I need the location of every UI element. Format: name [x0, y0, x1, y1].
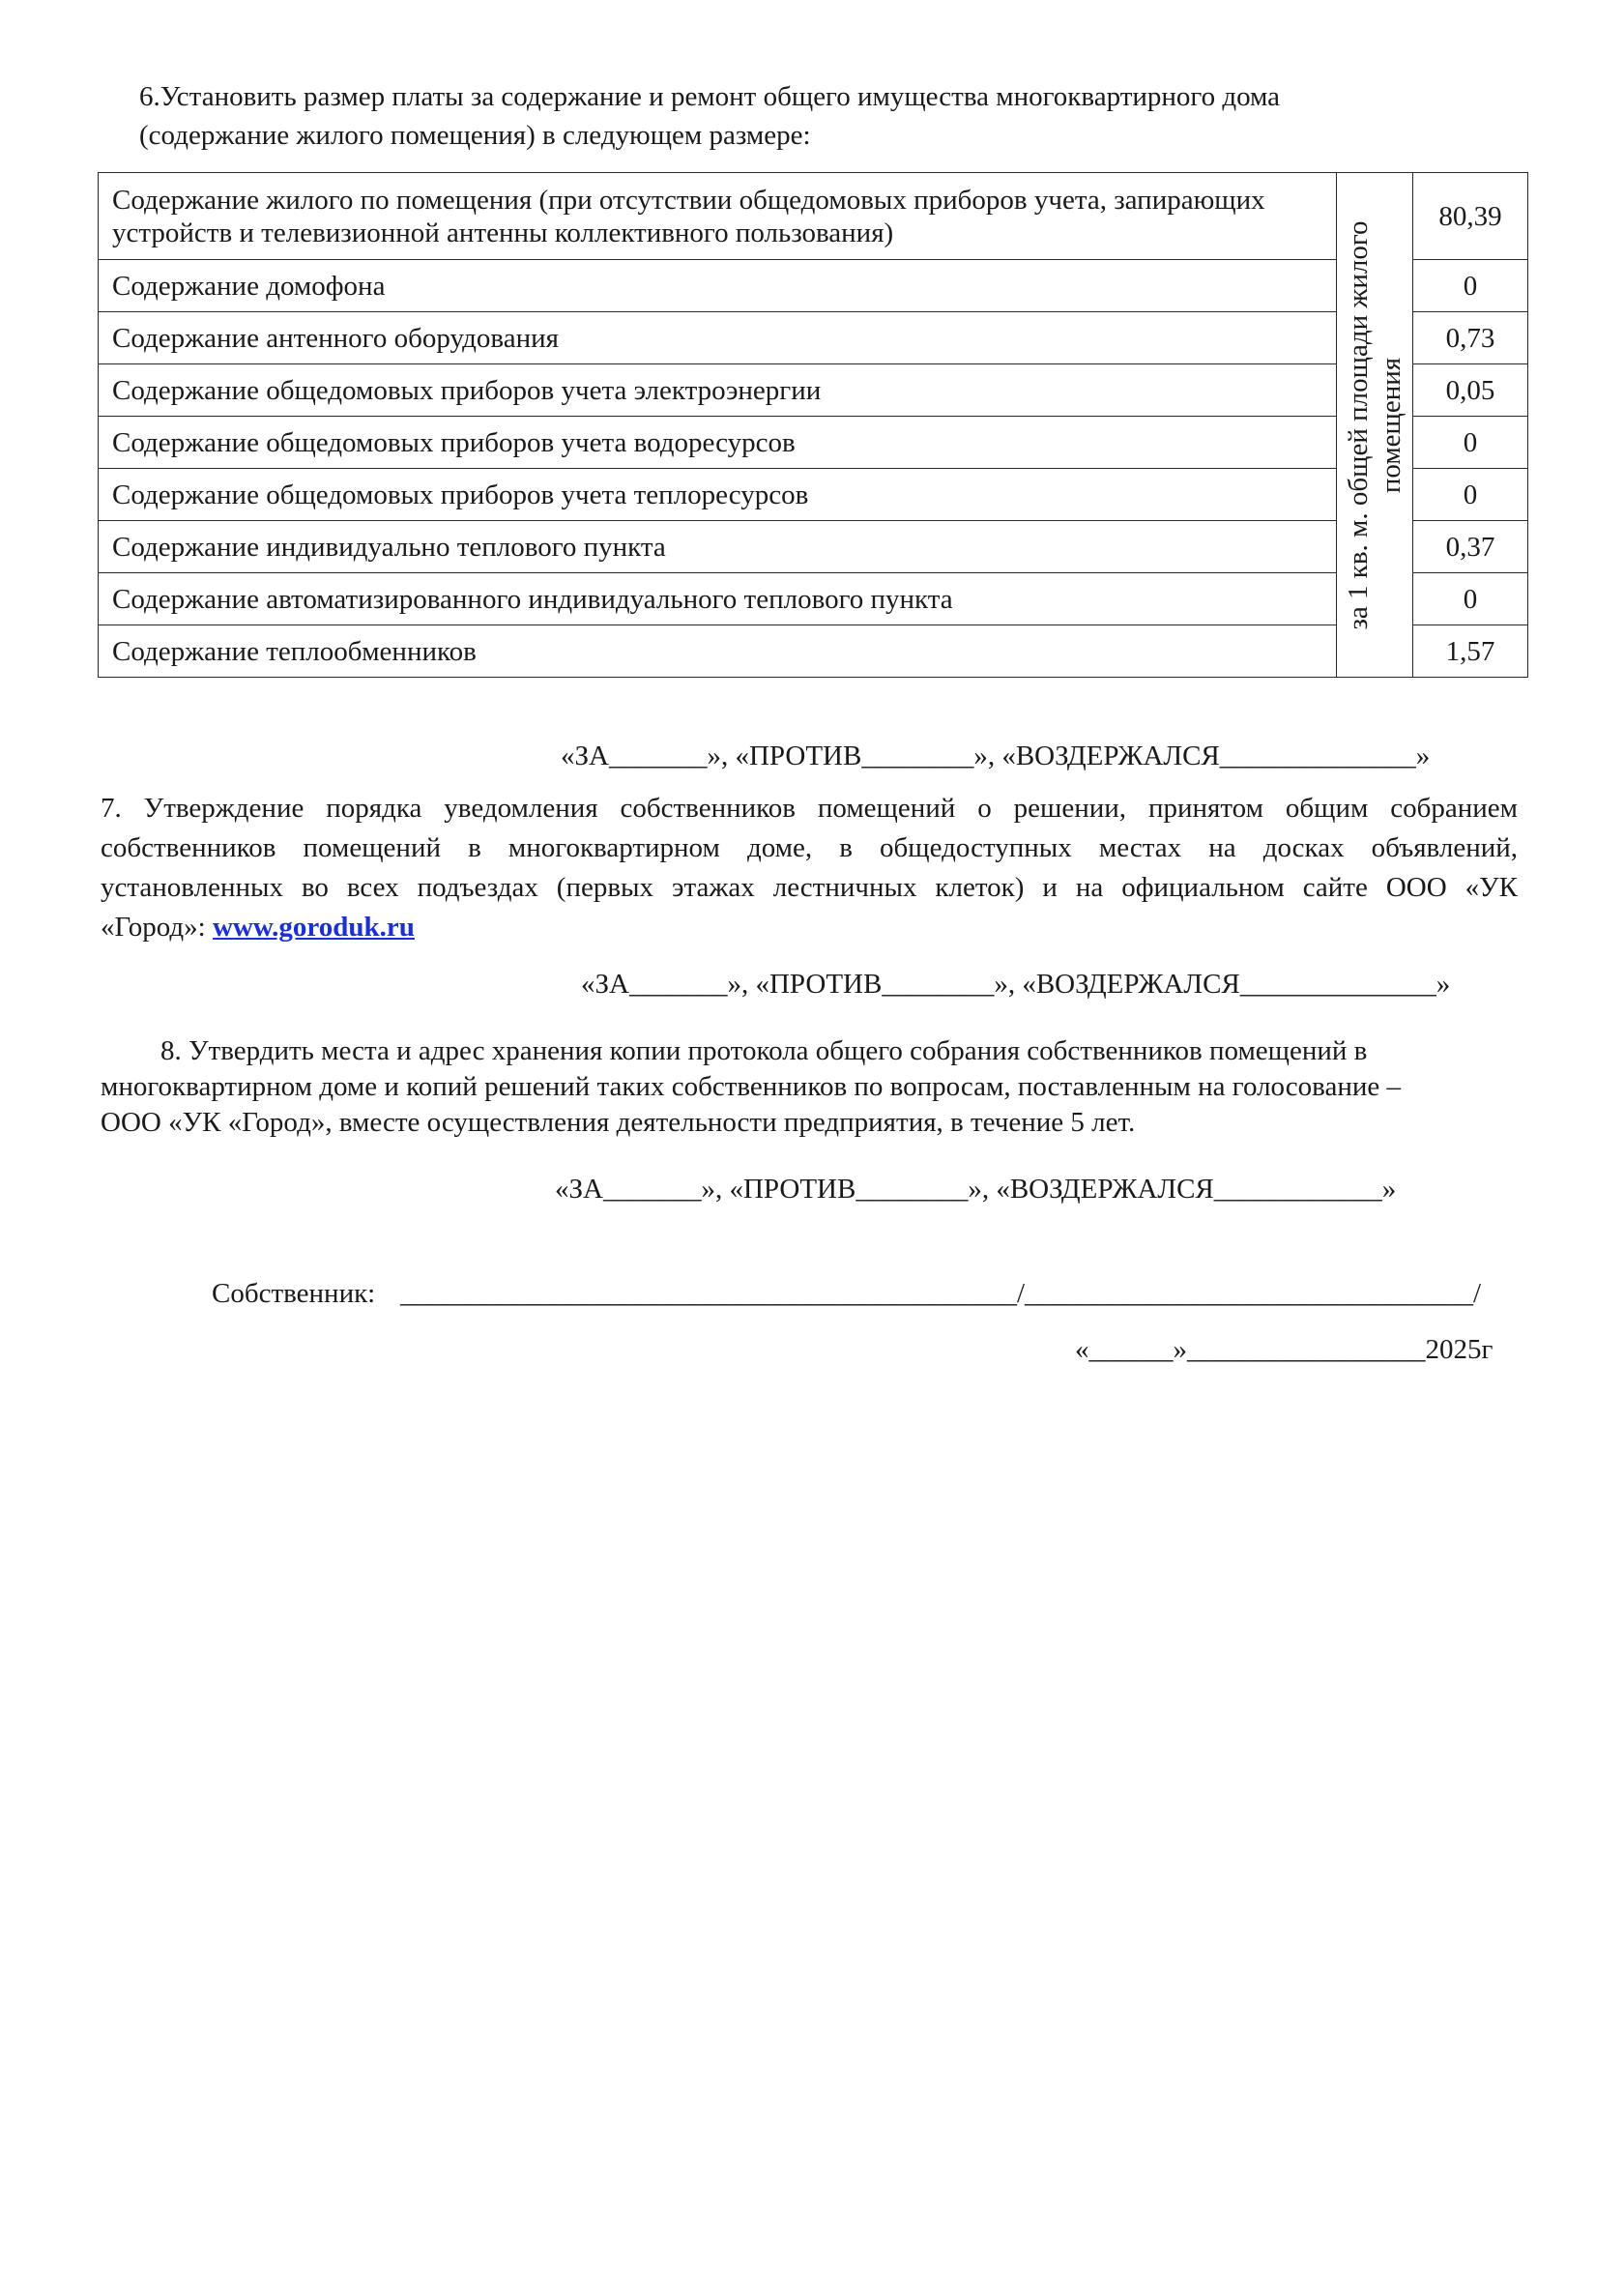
website-link[interactable]: www.goroduk.ru: [212, 912, 415, 943]
table-row: [99, 173, 1528, 260]
signature-line: ____________________________________________/________________________________/: [400, 1278, 1482, 1309]
fee-value-cell: 0,73: [1413, 312, 1528, 364]
fee-name-cell: Содержание автоматизированного индивидуального теплового пункта: [99, 573, 1337, 625]
unit-label: [1342, 220, 1407, 629]
fee-value-cell: 0: [1413, 417, 1528, 469]
section-7-line3: установленных во всех подъездах (первых этажах лестничных клеток) и на официальном сайте ООО «УК: [101, 872, 1518, 903]
fee-value-cell: 0: [1413, 260, 1528, 312]
table-row: [99, 312, 1528, 364]
table-row: [99, 260, 1528, 312]
section-8-line3: ООО «УК «Город», вместе осуществления деятельности предприятия, в течение 5 лет.: [101, 1107, 1136, 1138]
section-7-line1: 7. Утверждение порядка уведомления собственников помещений о решении, принятом общим собранием: [101, 793, 1518, 824]
table-row: [99, 469, 1528, 521]
fee-name-cell: Содержание домофона: [99, 260, 1337, 312]
signature-label: Собственник:: [212, 1278, 376, 1309]
table-row: [99, 521, 1528, 573]
table-row: [99, 417, 1528, 469]
fee-value-cell: 0: [1413, 469, 1528, 521]
fee-name-cell: Содержание теплообменников: [99, 625, 1337, 678]
fee-name-cell: Содержание антенного оборудования: [99, 312, 1337, 364]
table-row: [99, 573, 1528, 625]
table-row: [99, 625, 1528, 678]
section-7-paragraph: [101, 789, 1518, 947]
vote-line-7: «ЗА_______», «ПРОТИВ________», «ВОЗДЕРЖАЛСЯ______________»: [581, 969, 1451, 1000]
fee-value-cell: 80,39: [1413, 173, 1528, 260]
fee-value-cell: 0,37: [1413, 521, 1528, 573]
unit-label-line1: за 1 кв. м. общей площади жилого: [1343, 219, 1374, 630]
section-6-heading-line1: 6.Установить размер платы за содержание и ремонт общего имущества многоквартирного дома: [139, 81, 1281, 112]
vote-line-8: «ЗА_______», «ПРОТИВ________», «ВОЗДЕРЖАЛСЯ____________»: [555, 1174, 1397, 1205]
section-6-heading-line2: (содержание жилого помещения) в следующем размере:: [139, 120, 811, 151]
fee-name-cell: Содержание общедомовых приборов учета водоресурсов: [99, 417, 1337, 469]
fee-name-cell: Содержание общедомовых приборов учета электроэнергии: [99, 364, 1337, 417]
fee-value-cell: 1,57: [1413, 625, 1528, 678]
fee-value-cell: 0: [1413, 573, 1528, 625]
table-row: [99, 364, 1528, 417]
section-8-line2: многоквартирном доме и копий решений таких собственников по вопросам, поставленным на голосование –: [101, 1071, 1401, 1102]
unit-label-line2: помещения: [1376, 357, 1406, 493]
fee-name-cell: Содержание жилого по помещения (при отсутствии общедомовых приборов учета, запирающих устройств и телевизионной антенны коллективного пользования): [99, 173, 1337, 260]
section-8-paragraph: [101, 1033, 1531, 1141]
signature-date: «______»_________________2025г: [1075, 1334, 1494, 1365]
section-7-line2: собственников помещений в многоквартирном доме, в общедоступных местах на досках объявлений,: [101, 832, 1518, 863]
fee-value-cell: 0,05: [1413, 364, 1528, 417]
section-7-line4-prefix: «Город»:: [101, 912, 213, 943]
fee-name-cell: Содержание индивидуально теплового пункта: [99, 521, 1337, 573]
unit-cell: [1337, 173, 1413, 678]
section-8-line1: 8. Утвердить места и адрес хранения копии протокола общего собрания собственников помещений в: [160, 1035, 1368, 1066]
fee-name-cell: Содержание общедомовых приборов учета теплоресурсов: [99, 469, 1337, 521]
section-7-line4: [101, 908, 1518, 947]
fee-table: [98, 172, 1528, 678]
vote-line-6: «ЗА_______», «ПРОТИВ________», «ВОЗДЕРЖАЛСЯ______________»: [561, 741, 1431, 771]
